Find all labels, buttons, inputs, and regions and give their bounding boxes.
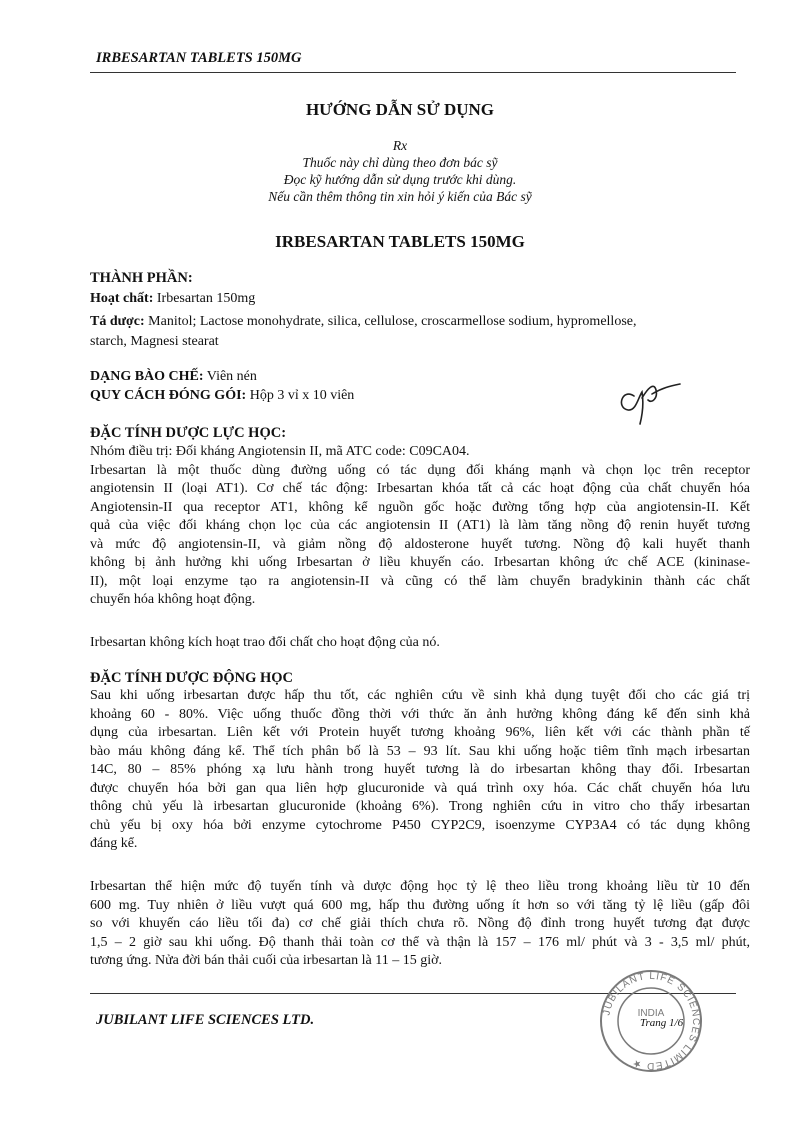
pk-line: khoảng 60 - 80%. Việc uống thuốc đồng thời với thức ăn ảnh hưởng không đáng kể đến sinh khả (90, 706, 750, 722)
page-number: Trang 1/6 (640, 1017, 684, 1029)
pd-line: và mức độ angiotensin-II, và giảm nồng độ aldosterone huyết tương. Nồng độ kali huyết thanh (90, 536, 750, 552)
excipient-value-1: Manitol; Lactose monohydrate, silica, cellulose, croscarmellose sodium, hypromellose, (144, 314, 637, 329)
pk-line: đáng kể. (90, 836, 138, 851)
dosage-form-value: Viên nén (203, 369, 257, 384)
pharmacokinetics-body-2 (90, 878, 750, 971)
pk-line: 1,5 – 2 giờ sau khi uống. Độ thanh thải toàn cơ thể và thận là 157 – 176 ml/ phút và 3 - 3,5 ml/ phút, (90, 934, 750, 950)
pharmacodynamics-note: Irbesartan không kích hoạt trao đổi chất cho hoạt động của nó. (90, 635, 440, 650)
packaging-label: QUY CÁCH ĐÓNG GÓI: (90, 388, 247, 403)
dosage-form-label: DẠNG BÀO CHẾ: (90, 369, 204, 384)
excipients-line-2: starch, Magnesi stearat (90, 334, 219, 349)
pharmacokinetics-heading: ĐẶC TÍNH DƯỢC ĐỘNG HỌC (90, 670, 294, 686)
pk-line: Irbesartan thể hiện mức độ tuyến tính và dược động học tỷ lệ theo liều trong khoảng liều từ 10 đến (90, 879, 750, 894)
active-label: Hoạt chất: (90, 291, 154, 306)
signature-icon (612, 378, 686, 426)
active-ingredient (90, 291, 255, 307)
rx-line-2: Đọc kỹ hướng dẫn sử dụng trước khi dùng. (283, 172, 517, 187)
excipient-label: Tá dược: (90, 314, 145, 329)
pk-line: tương ứng. Nửa đời bán thải cuối của irbesartan là 11 – 15 giờ. (90, 953, 442, 968)
svg-text:JUBILANT LIFE SCIENCES LIMITED: JUBILANT LIFE SCIENCES LIMITED ★ (601, 970, 702, 1072)
pd-line: angiotensin II (loại AT1). Cơ chế tác động: Irbesartan khóa tất cả các hoạt động của chất chuyển hóa (90, 481, 750, 496)
rx-line-3: Nếu cần thêm thông tin xin hỏi ý kiến của Bác sỹ (268, 189, 532, 204)
excipients-line-1 (90, 314, 636, 330)
pd-line: Irbesartan là một thuốc dùng đường uống có tác dụng đối kháng mạnh và chọn lọc trên receptor (90, 462, 750, 478)
active-value: Irbesartan 150mg (153, 291, 256, 306)
pk-line: chủ yếu bị oxy hóa bởi enzyme cytochrome P450 CYP2C9, isoenzyme CYP3A4 có tác dụng không (90, 817, 750, 833)
rx-line-1: Thuốc này chỉ dùng theo đơn bác sỹ (302, 155, 498, 170)
pd-line: II), một loại enzyme tạo ra angiotensin-II và cũng có thể làm chuyển bradykinin thành các chất (90, 573, 750, 589)
rx-notice (0, 137, 800, 205)
pharmacokinetics-body-1 (90, 687, 750, 854)
pk-line: Sau khi uống irbesartan được hấp thu tốt, các nghiên cứu về sinh khả dụng tuyệt đối cho các giá trị (90, 688, 750, 703)
pk-line: dụng của irbesartan. Liên kết với Protein huyết tương khoảng 96%, liên kết với các thành phần tế (90, 725, 750, 740)
pd-line: không bị ảnh hưởng khi uống Irbesartan ở liều khuyến cáo. Irbesartan không ức chế ACE (kininase- (90, 555, 750, 570)
pk-line: 14C, 80 – 85% phóng xạ lưu hành trong huyết tương là do irbesartan không thay đổi. Irbesartan (90, 762, 750, 777)
footer-company: JUBILANT LIFE SCIENCES LTD. (96, 1012, 315, 1028)
packaging-value: Hộp 3 vỉ x 10 viên (246, 388, 355, 403)
header-divider (90, 72, 736, 73)
pd-line: Nhóm điều trị: Đối kháng Angiotensin II, mã ATC code: C09CA04. (90, 444, 470, 459)
pd-line: chuyển hóa không hoạt động. (90, 592, 256, 607)
pk-line: được chuyển hóa bởi gan qua liên hợp glucuronide và quá trình oxy hóa. Các chất chuyển hóa lưu (90, 780, 750, 796)
pk-line: so với khuyến cáo liều tối đa) cơ chế giải thích chưa rõ. Nồng độ đỉnh trong huyết tương đạt được (90, 916, 750, 931)
dosage-form (90, 369, 257, 385)
pk-line: 600 mg. Tuy nhiên ở liều vượt quá 600 mg, hấp thu đường uống ít hơn so với tăng tỷ lệ liều (gấp đôi (90, 897, 750, 913)
packaging (90, 388, 354, 404)
pd-line: Angiotensin-II qua receptor AT1, không kể nguồn gốc hoặc đường tổng hợp của angiotensin-II. Kết (90, 499, 750, 515)
rx-symbol: Rx (392, 138, 408, 153)
document-header-title: IRBESARTAN TABLETS 150MG (96, 50, 302, 66)
product-title: IRBESARTAN TABLETS 150MG (275, 232, 525, 251)
main-title: HƯỚNG DẪN SỬ DỤNG (305, 100, 495, 119)
pharmacodynamics-body (90, 443, 750, 610)
pk-line: thông chủ yếu là irbesartan glucuronide (khoảng 6%). Trong nghiên cứu in vitro cho thấy irbesartan (90, 799, 750, 814)
pd-line: quả của việc đối kháng chọn lọc của các angiotensin II (AT1) là làm tăng nồng độ renin huyết tương (90, 518, 750, 533)
composition-heading: THÀNH PHẦN: (90, 270, 193, 286)
pharmacodynamics-heading: ĐẶC TÍNH DƯỢC LỰC HỌC: (90, 425, 287, 441)
pk-line: bào máu không đáng kể. Thể tích phân bố là 53 – 93 lít. Sau khi uống hoặc tiêm tĩnh mạch irbesartan (90, 743, 750, 759)
svg-text:INDIA: INDIA (637, 1008, 665, 1019)
